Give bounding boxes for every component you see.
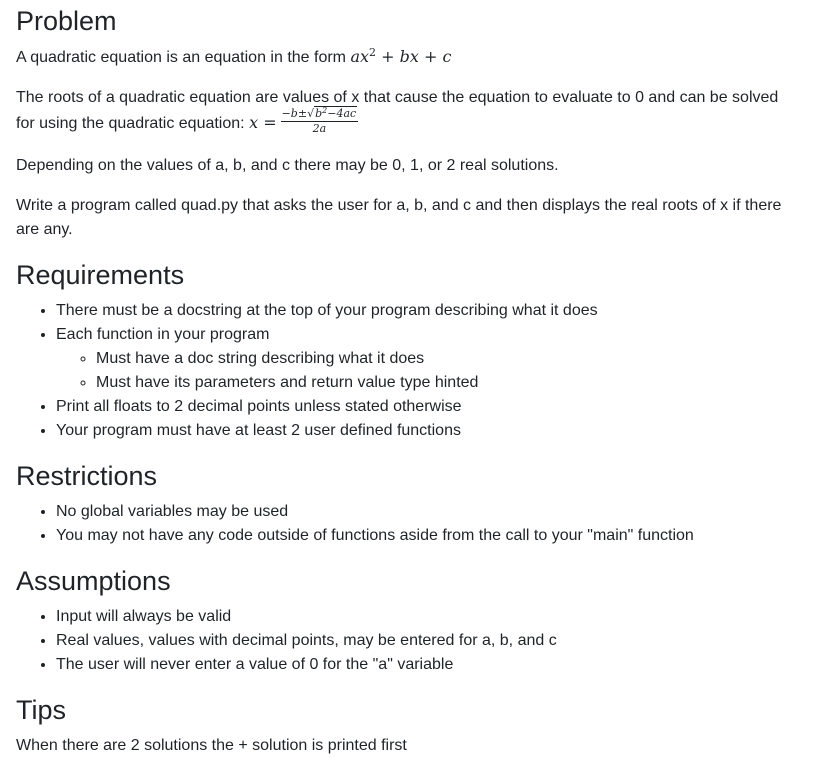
quadratic-formula-lhs [249,113,277,132]
problem-paragraph-form [16,45,801,70]
var-b: b [399,47,410,66]
list-item: • You may not have any code outside of functions aside from the call to your "main" function [56,524,801,548]
quadratic-formula-fraction [281,107,359,135]
sqrt-icon: √ [307,107,315,120]
roots-text-line1: The roots of a quadratic equation are values of x that cause the equation to evaluate to 0 and can be solved [16,89,779,106]
problem-paragraph-task: Write a program called quad.py that asks the user for a, b, and c and then displays the real roots of x if there are any. [16,197,782,238]
sublist-item: ◦ Must have its parameters and return value type hinted [96,371,801,395]
plus-sign: + [381,47,395,66]
plus-sign: + [424,47,438,66]
list-item: • There must be a docstring at the top of your program describing what it does [56,299,801,323]
problem-paragraph-solutions: Depending on the values of a, b, and c there may be 0, 1, or 2 real solutions. [16,157,559,174]
radicand-rest: −4ac [327,107,357,120]
tips-paragraph: When there are 2 solutions the + solution is printed first [16,737,407,754]
fraction-numerator [281,107,359,122]
equals-sign: = [263,113,277,133]
exponent: 2 [369,46,377,59]
tips-heading: Tips [16,695,67,725]
var-b: b [315,107,323,120]
problem-paragraph-roots [16,86,801,138]
requirements-heading: Requirements [16,260,185,290]
requirements-sublist [56,347,801,395]
problem-heading: Problem [16,6,117,36]
assumptions-heading: Assumptions [16,566,171,596]
var-x: x [360,47,370,66]
var-x: x [409,47,419,66]
requirements-list [16,299,801,443]
radicand [314,106,357,120]
numerator-prefix: −b± [281,107,308,120]
list-item: • Your program must have at least 2 user defined functions [56,419,801,443]
list-item: • The user will never enter a value of 0 for the "a" variable [56,653,801,677]
list-item [56,323,801,395]
list-item: • Real values, values with decimal points, may be entered for a, b, and c [56,629,801,653]
var-c: c [442,47,452,66]
restrictions-list [16,500,801,548]
list-item: • No global variables may be used [56,500,801,524]
var-a: a [350,47,360,66]
list-item-text: Each function in your program [56,326,270,343]
exponent: 2 [322,106,328,115]
var-x: x [249,113,259,133]
form-text: A quadratic equation is an equation in the form [16,49,346,66]
sublist-item: ◦ Must have a doc string describing what it does [96,347,801,371]
list-item: • Print all floats to 2 decimal points unless stated otherwise [56,395,801,419]
list-item: • Input will always be valid [56,605,801,629]
roots-text-line2: for using the quadratic equation: [16,115,245,133]
assumptions-list [16,605,801,677]
fraction-denominator: 2a [312,122,327,135]
quadratic-form-formula [350,47,451,66]
restrictions-heading: Restrictions [16,461,158,491]
